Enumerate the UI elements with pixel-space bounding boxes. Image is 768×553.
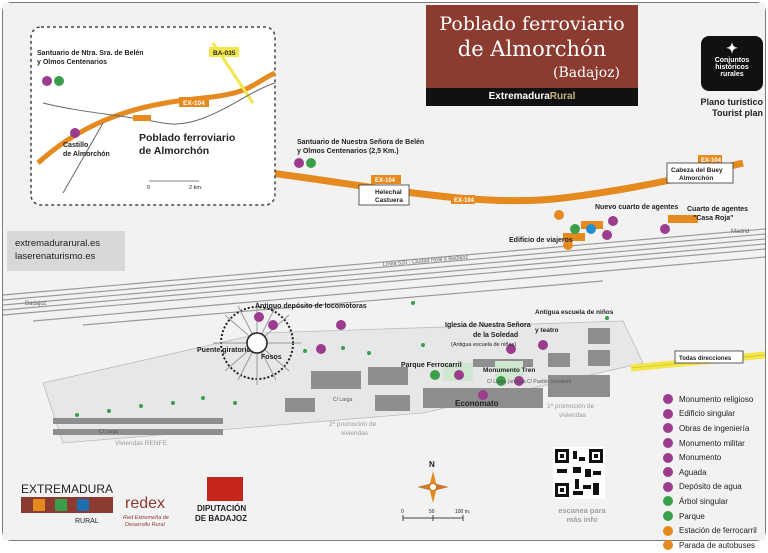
title-line-1: Poblado ferroviario — [439, 13, 625, 35]
brand-rural: Rural — [549, 91, 576, 102]
svg-text:Fosos: Fosos — [261, 354, 282, 361]
website-link-1[interactable]: extremadurarural.es — [15, 238, 101, 249]
inset-road-ex: EX-104 — [183, 100, 205, 107]
castle-icon — [663, 438, 673, 448]
svg-text:"Casa Roja": "Casa Roja" — [693, 215, 734, 222]
svg-text:Helechal: Helechal — [375, 189, 402, 196]
plan-label — [663, 97, 763, 119]
title-line-3: (Badajoz) — [552, 65, 620, 81]
legend-label: Edificio singular — [679, 409, 736, 419]
qr-caption — [551, 506, 613, 524]
svg-text:Economato: Economato — [455, 399, 499, 408]
svg-text:Desarrollo Rural: Desarrollo Rural — [125, 522, 165, 528]
svg-text:(Antigua escuela de niñas): (Antigua escuela de niñas) — [451, 342, 517, 348]
svg-text:Puente giratorio: Puente giratorio — [197, 347, 251, 354]
svg-text:Red Extremeña de: Red Extremeña de — [123, 515, 169, 521]
legend-label: Monumento religioso — [679, 394, 754, 404]
plan-label-es: Plano turístico — [700, 97, 763, 107]
legend-item — [663, 392, 768, 407]
svg-text:Madrid: Madrid — [731, 229, 750, 235]
legend-label: Parada de autobuses — [679, 540, 756, 550]
svg-text:EXTREMADURA: EXTREMADURA — [21, 482, 114, 496]
svg-text:Badajoz: Badajoz — [25, 301, 47, 307]
sanctuary-label-2: y Olmos Centenarios (2,5 Km.) — [297, 148, 399, 155]
conjuntos-historicos-logo — [701, 36, 763, 91]
logo-line-2: históricos — [715, 64, 749, 71]
inset-olmos: y Olmos Centenarios — [37, 59, 108, 66]
legend-item — [663, 494, 768, 509]
svg-text:Edificio de viajeros: Edificio de viajeros — [509, 237, 573, 244]
svg-text:Todas direcciones: Todas direcciones — [679, 356, 732, 362]
svg-text:Antiguo depósito de locomotora: Antiguo depósito de locomotoras — [255, 303, 367, 310]
svg-text:1ª promoción de: 1ª promoción de — [547, 403, 595, 410]
svg-text:Línea 520 - Ciudad Real a Bada: Línea 520 - Ciudad Real a Badajoz — [382, 254, 469, 268]
svg-text:2ª promoción de: 2ª promoción de — [329, 421, 377, 428]
svg-text:viviendas: viviendas — [559, 412, 587, 419]
svg-text:EX-104: EX-104 — [701, 158, 722, 164]
svg-text:de la Soledad: de la Soledad — [473, 332, 519, 339]
svg-text:0: 0 — [401, 509, 404, 515]
tree-icon — [663, 496, 673, 506]
svg-text:Iglesia de Nuestra Señora: Iglesia de Nuestra Señora — [445, 322, 531, 329]
legend-item — [663, 450, 768, 465]
legend-label: Obras de ingeniería — [679, 423, 750, 433]
legend-item — [663, 523, 768, 538]
bus-stop-icon — [663, 540, 673, 550]
svg-text:EX-104: EX-104 — [375, 178, 396, 184]
water-point-icon — [663, 467, 673, 477]
church-icon — [663, 394, 673, 404]
tourist-map — [3, 3, 765, 540]
brand-extremadura: Extremadura — [488, 91, 550, 102]
websites-box — [7, 231, 125, 271]
legend-label: Monumento militar — [679, 438, 745, 448]
legend-item — [663, 465, 768, 480]
svg-text:RURAL: RURAL — [75, 518, 99, 525]
inset-sanctuary: Santuario de Ntra. Sra. de Belén — [37, 50, 144, 57]
svg-text:EX-104: EX-104 — [454, 198, 475, 204]
svg-text:C/ Larga (antigua C/ Pueblo Sc: C/ Larga (antigua C/ Pueblo Schatzel) — [487, 379, 572, 385]
legend — [663, 392, 768, 553]
svg-text:Almorchón: Almorchón — [679, 175, 714, 182]
svg-text:Antigua escuela de niños: Antigua escuela de niños — [535, 309, 614, 316]
legend-item — [663, 538, 768, 553]
inset-village-b: de Almorchón — [139, 145, 210, 157]
svg-text:C/ Larga: C/ Larga — [99, 429, 119, 435]
svg-text:viviendas: viviendas — [341, 430, 369, 437]
legend-label: Árbol singular — [679, 496, 728, 506]
legend-label: Parque — [679, 511, 705, 521]
website-link-2[interactable]: laserenaturismo.es — [15, 251, 96, 262]
legend-label: Monumento — [679, 453, 722, 463]
bird-icon: ✦ — [726, 40, 738, 56]
qr-caption-1: escanea para — [558, 506, 606, 515]
water-tank-icon — [663, 482, 673, 492]
legend-item — [663, 407, 768, 422]
svg-text:N: N — [429, 460, 435, 469]
brand-bar — [426, 88, 638, 106]
legend-label: Aguada — [679, 467, 707, 477]
train-station-icon — [663, 526, 673, 536]
svg-text:C/ Larga: C/ Larga — [333, 397, 353, 403]
svg-text:0: 0 — [147, 185, 151, 191]
sanctuary-label: Santuario de Nuestra Señora de Belén — [297, 139, 425, 146]
plan-label-en: Tourist plan — [712, 108, 763, 118]
title-line-2: de Almorchón — [457, 37, 607, 61]
qr-caption-2: más info — [566, 515, 598, 524]
park-icon — [663, 511, 673, 521]
svg-text:y teatro: y teatro — [535, 327, 559, 334]
qr-code — [553, 447, 605, 499]
svg-text:Parque Ferrocarril: Parque Ferrocarril — [401, 362, 462, 369]
building-icon — [663, 409, 673, 419]
inset-castle-a: Castillo — [63, 142, 89, 149]
legend-label: Estación de ferrocarril — [679, 526, 757, 536]
svg-text:Castuera: Castuera — [375, 197, 403, 204]
svg-text:Monumento Tren: Monumento Tren — [483, 367, 536, 374]
legend-item — [663, 480, 768, 495]
svg-text:Nuevo cuarto de agentes: Nuevo cuarto de agentes — [595, 204, 679, 211]
svg-text:redex: redex — [125, 495, 166, 512]
inset-village-a: Poblado ferroviario — [139, 132, 236, 144]
svg-text:Cabeza del Buey: Cabeza del Buey — [671, 167, 723, 174]
title-box — [426, 5, 638, 88]
map-frame — [2, 2, 766, 550]
bridge-icon — [663, 423, 673, 433]
svg-text:DIPUTACIÓN: DIPUTACIÓN — [197, 504, 247, 513]
svg-text:100 m.: 100 m. — [455, 509, 471, 515]
inset-road-ba: BA-035 — [213, 50, 236, 57]
svg-text:Viviendas RENFE: Viviendas RENFE — [115, 440, 167, 447]
svg-text:2 km.: 2 km. — [189, 185, 203, 191]
legend-item — [663, 509, 768, 524]
svg-text:50: 50 — [429, 509, 435, 515]
legend-item — [663, 436, 768, 451]
logo-line-1: Conjuntos — [714, 57, 750, 64]
logo-line-3: rurales — [720, 71, 744, 78]
legend-item — [663, 421, 768, 436]
inset-castle-b: de Almorchón — [63, 151, 110, 158]
svg-text:DE BADAJOZ: DE BADAJOZ — [195, 514, 248, 523]
legend-label: Depósito de agua — [679, 482, 742, 492]
monument-icon — [663, 453, 673, 463]
svg-text:Cuarto de agentes: Cuarto de agentes — [687, 206, 749, 213]
